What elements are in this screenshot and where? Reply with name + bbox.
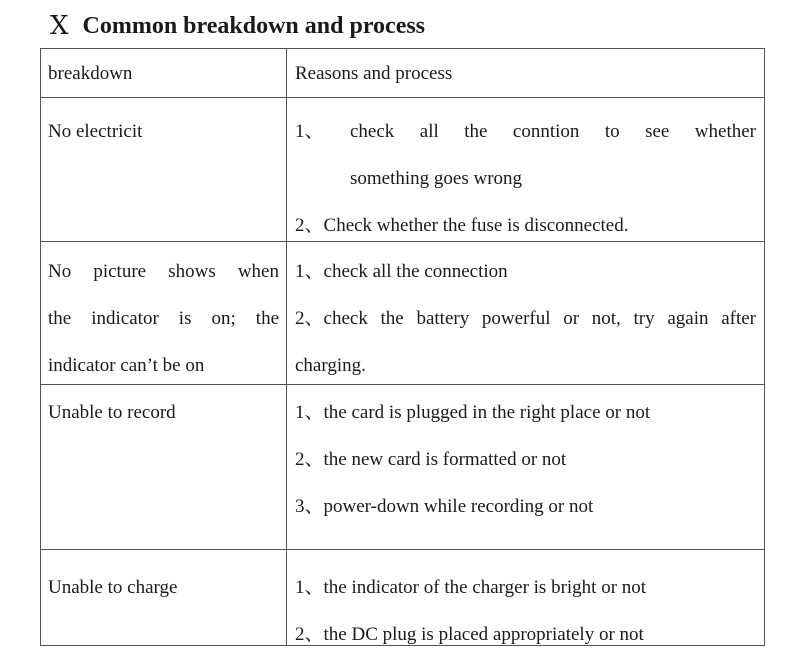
reason-text: check all the conntion to see whether bbox=[350, 121, 756, 142]
reason-item bbox=[295, 295, 756, 342]
table-header-row bbox=[41, 49, 765, 98]
breakdown-text-line: the indicator is on; the bbox=[48, 308, 279, 329]
section-heading bbox=[50, 8, 425, 44]
reasons-cell bbox=[287, 385, 765, 549]
reason-number: 2、 bbox=[295, 308, 324, 329]
breakdown-cell bbox=[41, 98, 287, 241]
reasons-cell bbox=[287, 98, 765, 241]
reason-item bbox=[295, 389, 756, 436]
reasons-cell bbox=[287, 550, 765, 645]
reason-text: Check whether the fuse is disconnected. bbox=[323, 215, 629, 236]
reason-item bbox=[295, 436, 756, 483]
reason-text: check all the connection bbox=[323, 261, 508, 282]
breakdown-cell bbox=[41, 385, 287, 549]
breakdown-cell bbox=[41, 550, 287, 645]
reason-continuation: something goes wrong bbox=[350, 168, 523, 189]
reason-item bbox=[295, 611, 756, 658]
reason-text: the indicator of the charger is bright or not bbox=[323, 577, 647, 598]
reason-number: 1、 bbox=[295, 121, 324, 142]
table-row bbox=[41, 385, 765, 550]
breakdown-cell bbox=[41, 242, 287, 384]
table-row bbox=[41, 550, 765, 646]
header-breakdown: breakdown bbox=[41, 49, 287, 97]
breakdown-text-line: No picture shows when bbox=[48, 261, 279, 282]
section-number: Ⅹ bbox=[50, 11, 69, 40]
reason-text: the new card is formatted or not bbox=[323, 449, 567, 470]
reason-number: 1、 bbox=[295, 261, 324, 282]
table-row bbox=[41, 242, 765, 385]
reason-number: 2、 bbox=[295, 449, 324, 470]
reason-number: 1、 bbox=[295, 402, 324, 423]
reason-text: the card is plugged in the right place or not bbox=[323, 402, 651, 423]
breakdown-text-line: indicator can’t be on bbox=[48, 355, 205, 376]
reason-item bbox=[295, 564, 756, 611]
reason-number: 2、 bbox=[295, 624, 324, 645]
reason-text: the DC plug is placed appropriately or not bbox=[323, 624, 644, 645]
breakdown-text: No electricit bbox=[48, 121, 143, 142]
reason-item bbox=[295, 483, 756, 530]
reason-number: 1、 bbox=[295, 577, 324, 598]
header-reasons: Reasons and process bbox=[287, 49, 765, 97]
reason-text: power-down while recording or not bbox=[323, 496, 594, 517]
reason-text: check the battery powerful or not, try again after bbox=[323, 308, 756, 329]
reason-number: 2、 bbox=[295, 215, 324, 236]
reason-number: 3、 bbox=[295, 496, 324, 517]
breakdown-text: Unable to record bbox=[48, 402, 176, 423]
breakdown-text: Unable to charge bbox=[48, 577, 178, 598]
reason-continuation: charging. bbox=[295, 355, 366, 376]
section-title: Common breakdown and process bbox=[82, 12, 426, 39]
reason-item bbox=[295, 248, 756, 295]
troubleshooting-table bbox=[40, 48, 765, 646]
table-row bbox=[41, 98, 765, 242]
reasons-cell bbox=[287, 242, 765, 384]
reason-item bbox=[295, 108, 756, 155]
